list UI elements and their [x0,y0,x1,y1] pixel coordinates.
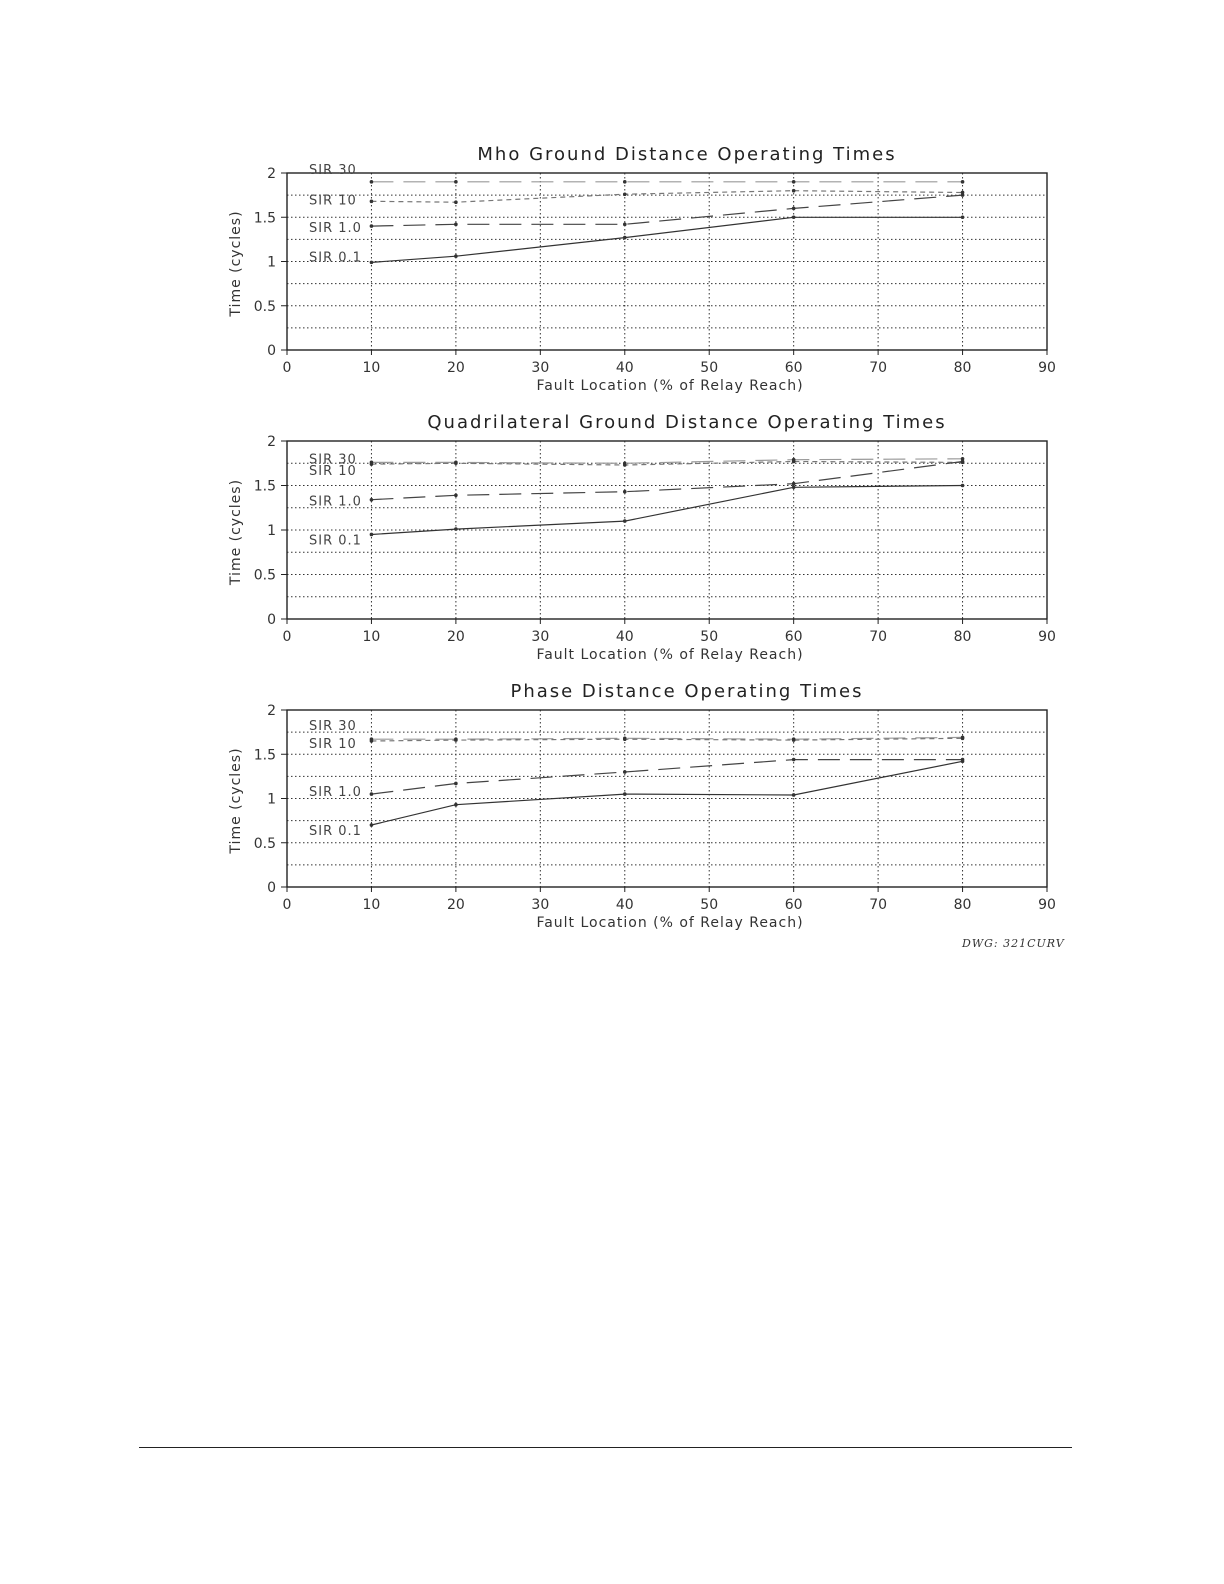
x-tick-label: 50 [700,629,719,645]
y-tick-label: 0 [267,343,276,359]
y-tick-label: 1.5 [253,210,276,227]
x-tick-label: 10 [362,629,381,645]
y-tick-label: 0.5 [253,567,276,584]
series-label: SIR 1.0 [309,221,362,237]
data-point [623,180,627,184]
data-point [623,519,627,523]
x-axis-label: Fault Location (% of Relay Reach) [536,378,804,394]
data-point [792,207,796,211]
data-point [623,236,627,240]
data-point [454,738,458,742]
x-tick-label: 40 [615,897,634,913]
x-tick-label: 60 [784,629,803,645]
data-point [792,482,796,486]
x-tick-label: 70 [869,897,888,913]
data-point [370,462,374,466]
x-tick-label: 10 [362,360,381,376]
x-tick-label: 30 [531,360,550,376]
data-point [370,498,374,502]
x-tick-label: 30 [531,897,550,913]
series-label: SIR 0.1 [309,824,362,840]
chart-title: Quadrilateral Ground Distance Operating Times [427,412,947,433]
y-tick-label: 0.5 [253,835,276,852]
y-tick-label: 2 [267,703,276,719]
footer-rule [139,1447,1072,1448]
y-axis-label: Time (cycles) [228,747,244,854]
data-point [792,485,796,489]
data-point [792,460,796,464]
y-tick-label: 1.5 [253,478,276,495]
x-tick-label: 10 [362,897,381,913]
x-tick-label: 50 [700,360,719,376]
data-point [454,254,458,258]
series-line [371,191,962,203]
data-point [961,180,965,184]
x-tick-label: 60 [784,897,803,913]
chart-title: Mho Ground Distance Operating Times [477,144,897,165]
data-point [454,461,458,465]
x-tick-label: 60 [784,360,803,376]
series-line [371,195,962,226]
data-point [370,739,374,743]
y-tick-label: 0 [267,612,276,628]
series-line [371,761,962,825]
data-point [623,223,627,227]
x-tick-label: 90 [1038,360,1056,376]
series-label: SIR 10 [309,464,357,480]
x-tick-label: 20 [446,360,465,376]
x-tick-label: 80 [953,897,972,913]
y-tick-label: 1 [267,254,276,271]
data-point [623,770,627,774]
y-axis-label: Time (cycles) [228,478,244,586]
series-label: SIR 30 [309,162,357,178]
series-label: SIR 1.0 [309,785,362,801]
data-point [454,493,458,497]
x-tick-label: 40 [615,629,634,645]
series-label: SIR 10 [309,193,357,209]
data-point [370,792,374,796]
x-tick-label: 90 [1038,629,1056,645]
data-point [370,180,374,184]
data-point [623,192,627,196]
x-tick-label: 0 [282,897,292,913]
drawing-number: DWG: 321CURV [962,937,1065,950]
x-tick-label: 20 [446,897,465,913]
data-point [454,803,458,807]
data-point [454,180,458,184]
x-tick-label: 80 [953,629,972,645]
series-line [371,462,962,500]
data-point [623,737,627,741]
data-point [623,490,627,494]
data-point [454,782,458,786]
data-point [370,823,374,827]
x-tick-label: 50 [700,897,719,913]
data-point [792,189,796,193]
data-point [961,760,965,764]
y-tick-label: 2 [267,166,276,182]
x-tick-label: 0 [282,629,292,645]
data-point [961,484,965,488]
series-label: SIR 10 [309,736,357,752]
data-point [623,792,627,796]
x-axis-label: Fault Location (% of Relay Reach) [536,647,804,663]
series-label: SIR 0.1 [309,250,362,266]
y-axis-label: Time (cycles) [228,210,244,317]
data-point [961,215,965,219]
y-tick-label: 1.5 [253,747,276,764]
data-point [370,200,374,204]
data-point [961,460,965,464]
data-point [792,793,796,797]
x-tick-label: 20 [446,629,465,645]
y-tick-label: 1 [267,791,276,808]
x-axis-label: Fault Location (% of Relay Reach) [536,915,804,931]
data-point [961,193,965,197]
x-tick-label: 30 [531,629,550,645]
series-label: SIR 1.0 [309,494,362,510]
data-point [454,200,458,204]
x-tick-label: 40 [615,360,634,376]
series-line [371,486,962,535]
series-line [371,737,962,739]
series-label: SIR 0.1 [309,533,362,549]
data-point [454,527,458,531]
y-tick-label: 2 [267,434,276,450]
data-point [454,223,458,227]
series-line [371,459,962,464]
data-point [792,180,796,184]
series-label: SIR 30 [309,452,357,468]
data-point [623,463,627,467]
x-tick-label: 70 [869,360,888,376]
y-tick-label: 0.5 [253,298,276,315]
data-point [370,224,374,228]
chart-title: Phase Distance Operating Times [510,681,864,702]
x-tick-label: 0 [282,360,292,376]
y-tick-label: 0 [267,880,276,896]
data-point [370,533,374,537]
x-tick-label: 80 [953,360,972,376]
x-tick-label: 70 [869,629,888,645]
series-label: SIR 30 [309,719,357,735]
data-point [792,215,796,219]
data-point [370,261,374,265]
data-point [792,758,796,762]
data-point [961,737,965,741]
y-tick-label: 1 [267,523,276,539]
data-point [792,738,796,742]
x-tick-label: 90 [1038,897,1056,913]
